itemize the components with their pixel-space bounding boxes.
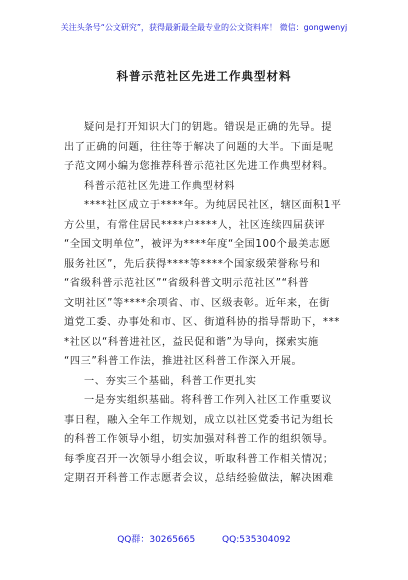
para1-line: “四三”科普工作法，推进社区科普工作深入开展。 — [64, 356, 303, 367]
para1-line: 道党工委、办事处和市、区、街道科协的指导帮助下，*** — [64, 317, 340, 328]
intro-line: 出了正确的问题，往往等于解决了问题的大半。下面是呢 — [64, 141, 334, 153]
qq-group-text: QQ群：30265665 — [117, 535, 196, 545]
para1-line: 文明社区”等****余项省、市、区级表彰。近年来，在街 — [64, 297, 330, 309]
section-heading: 一、夯实三个基础，科普工作更扎实 — [84, 375, 257, 387]
para2-line: 的科普工作领导小组，切实加强对科普工作的组织领导。 — [64, 434, 334, 445]
para2-line: 一是夯实组织基础。将科普工作列入社区工作重要议 — [84, 395, 333, 406]
document-subtitle: 科普示范社区先进工作典型材料 — [84, 180, 236, 192]
qq-text: QQ:535304092 — [222, 535, 291, 545]
para1-line: ****社区成立于****年。为纯居民社区，辖区面积1平 — [84, 200, 342, 211]
intro-line: 疑问是打开知识大门的钥匙。错误是正确的先导。提 — [84, 122, 333, 133]
document-title: 科普示范社区先进工作典型材料 — [116, 69, 292, 83]
para1-line: 方公里，有常住居民****户****人，社区连续四届获评 — [64, 219, 326, 231]
para2-line: 事日程，融入全年工作规划，成立以社区党委书记为组长 — [64, 414, 334, 426]
para1-line: 服务社区”，先后获得****等****个国家级荣誉称号和 — [64, 258, 321, 270]
intro-line: 子范文网小编为您推荐科普示范社区先进工作典型材料。 — [64, 161, 334, 172]
para2-line: 定期召开科普工作志愿者会议，总结经验做法，解决困难 — [64, 473, 334, 484]
contact-footer — [0, 532, 408, 545]
para1-line: *社区以“科普进社区，益民促和谐”为导向，探索实施 — [64, 336, 319, 348]
para2-line: 每季度召开一次领导小组会议，听取科普工作相关情况； — [64, 453, 334, 465]
para1-line: “省级科普示范社区”“省级科普文明示范社区”“科普 — [64, 278, 310, 289]
promo-header: 关注头条号“公文研究”，获得最新最全最专业的公文资料库！ 微信：gongwenyj — [60, 23, 348, 32]
para1-line: “全国文明单位”，被评为****年度“全国100个最美志愿 — [64, 239, 331, 250]
document-body — [64, 118, 346, 489]
